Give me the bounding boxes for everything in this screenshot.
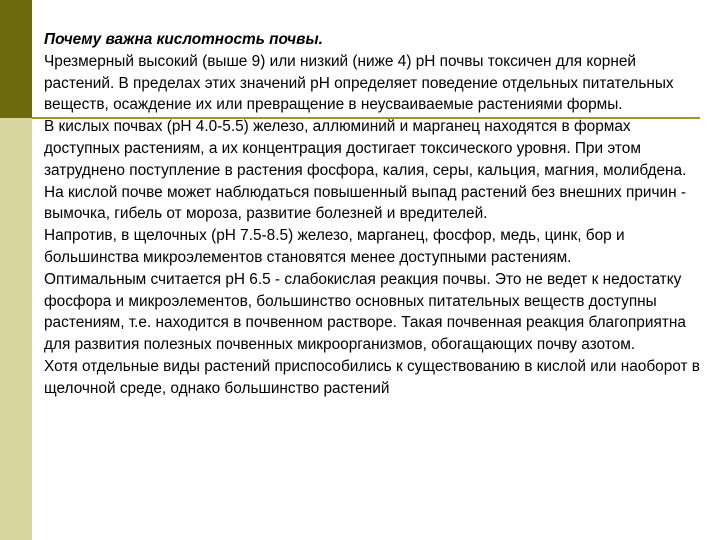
paragraph-optimal-ph: Оптимальным считается pH 6.5 - слабокислая реакция почвы. Это не ведет к недостатку фосфора и микроэлементов, большинство основных питательных веществ доступны растениям, т.е. находится в почвенном растворе. Такая почвенная реакция благоприятна для развития полезных почвенных микроорганизмов, обогащающих почву азотом. [44,270,686,354]
sidebar-dark-band [0,0,32,118]
slide-heading: Почему важна кислотность почвы. [44,31,323,48]
paragraph-acidic-soils: В кислых почвах (pH 4.0-5.5) железо, аллюминий и марганец находятся в формах доступных растениям, а их концентрация достигает токсического уровня. При этом затруднено поступление в растения фосфора, калия, серы, кальция, магния, молибдена. На кислой почве может наблюдаться повышенный выпад растений без внешних причин - вымочка, гибель от мороза, развитие болезней и вредителей. [44,118,687,223]
sidebar-decoration [0,0,32,540]
paragraph-plant-adaptation: Хотя отдельные виды растений приспособились к существованию в кислой или наоборот в щелочной среде, однако большинство растений [44,357,700,397]
paragraph-alkaline-soils: Напротив, в щелочных (pH 7.5-8.5) железо, марганец, фосфор, медь, цинк, бор и большинства микроэлементов становятся менее доступными растениям. [44,227,625,266]
slide-text-body [44,29,704,400]
paragraph-ph-toxicity: Чрезмерный высокий (выше 9) или низкий (ниже 4) pH почвы токсичен для корней растений. В пределах этих значений pH определяет поведение отдельных питательных веществ, осаждение их или превращение в неусваиваемые растениями формы. [44,52,674,114]
sidebar-light-band [0,118,32,540]
